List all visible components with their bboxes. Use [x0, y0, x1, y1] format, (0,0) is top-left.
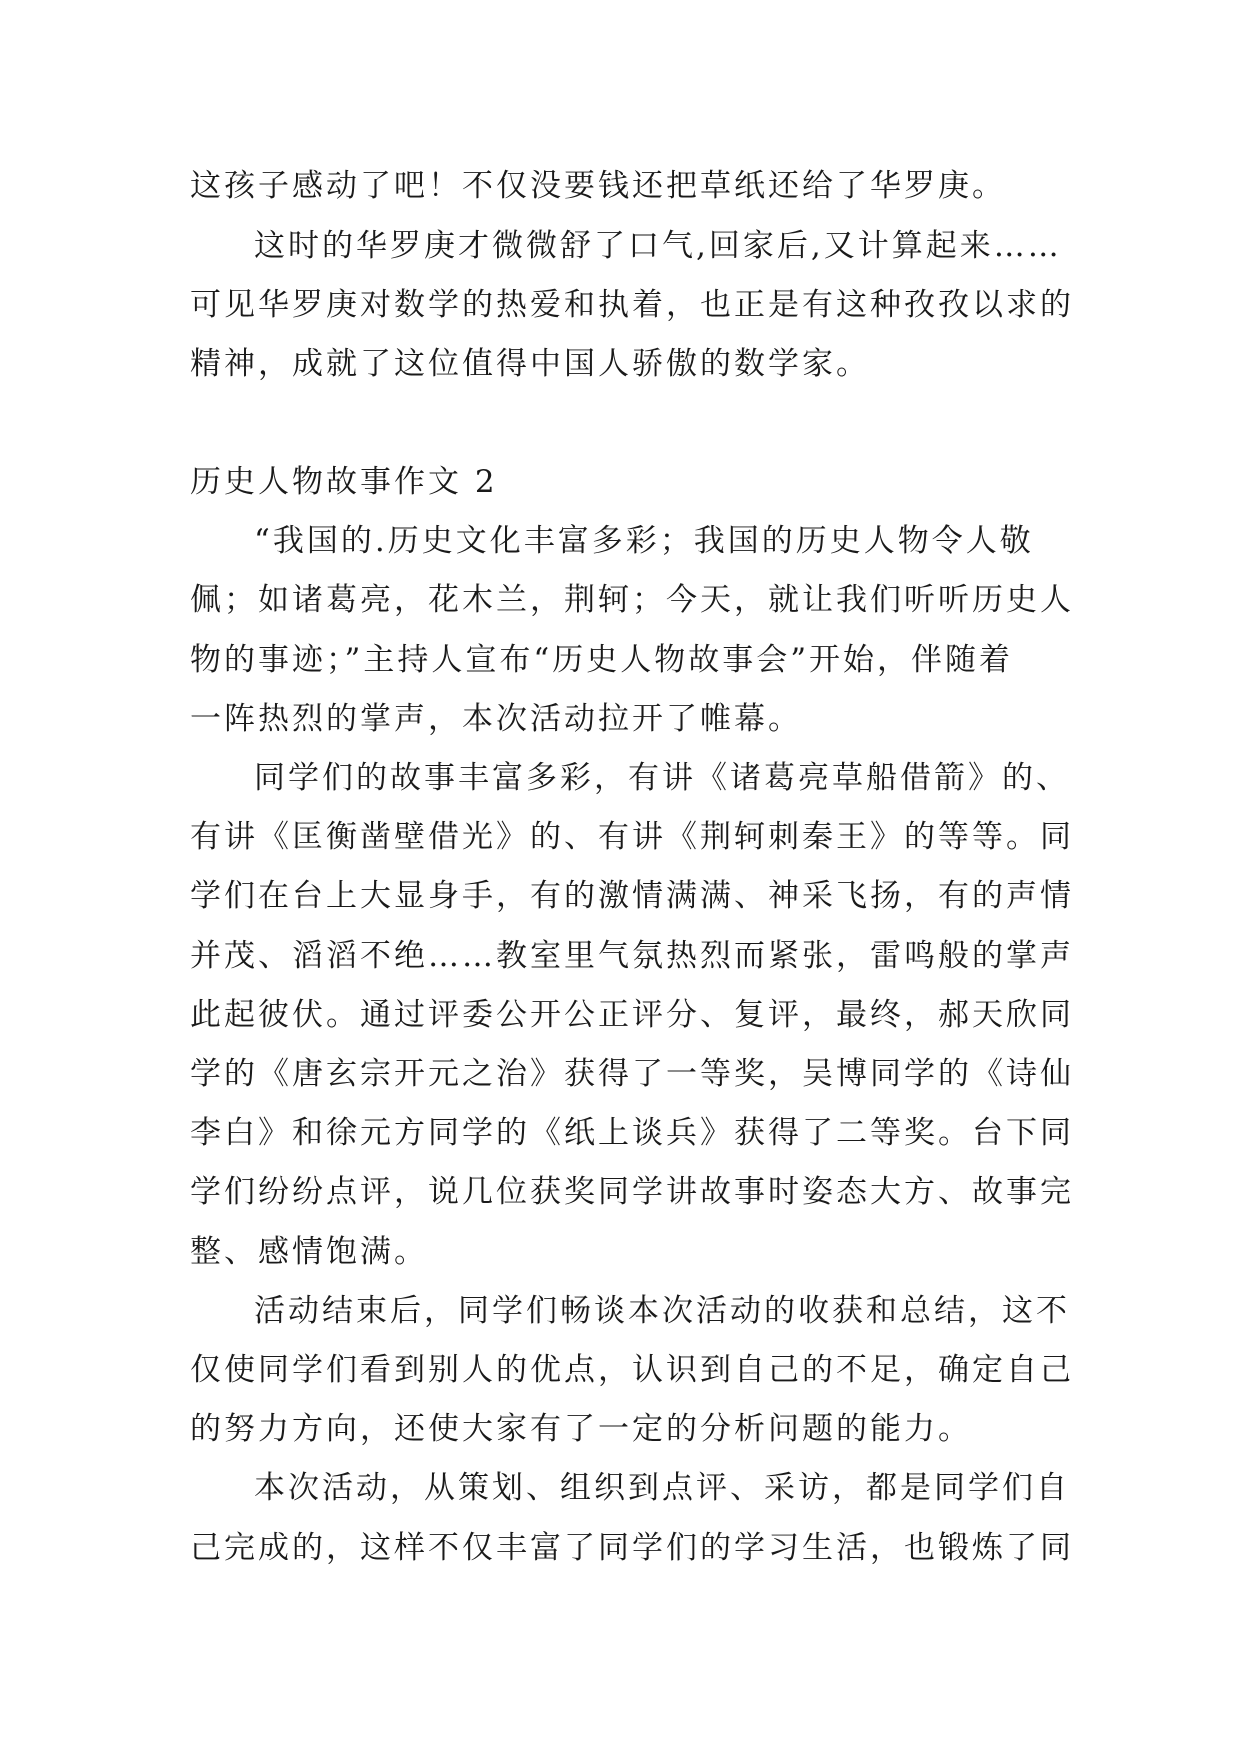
text-line: 整、感情饱满。: [190, 1234, 428, 1270]
text-line: 学们纷纷点评，说几位获奖同学讲故事时姿态大方、故事完: [190, 1174, 1074, 1210]
text-line: 仅使同学们看到别人的优点，认识到自己的不足，确定自己: [190, 1352, 1074, 1388]
text-line: “我国的.历史文化丰富多彩；我国的历史人物令人敬: [254, 523, 1034, 559]
text-line: 这孩子感动了吧！不仅没要钱还把草纸还给了华罗庚。: [190, 168, 1006, 204]
text-line: 李白》和徐元方同学的《纸上谈兵》获得了二等奖。台下同: [190, 1115, 1074, 1151]
text-line: 学们在台上大显身手，有的激情满满、神采飞扬，有的声情: [190, 878, 1074, 914]
text-line: 物的事迹；”主持人宣布“历史人物故事会”开始，伴随着: [190, 642, 1014, 678]
text-line: 一阵热烈的掌声，本次活动拉开了帷幕。: [190, 701, 802, 737]
text-line: 并茂、滔滔不绝……教室里气氛热烈而紧张，雷鸣般的掌声: [190, 938, 1074, 974]
text-line: 学的《唐玄宗开元之治》获得了一等奖，吴博同学的《诗仙: [190, 1056, 1074, 1092]
text-line: 佩；如诸葛亮，花木兰，荆轲；今天，就让我们听听历史人: [190, 582, 1074, 618]
text-line: 同学们的故事丰富多彩，有讲《诸葛亮草船借箭》的、: [254, 760, 1070, 796]
section-heading: 历史人物故事作文 2: [190, 464, 498, 500]
text-line: 这时的华罗庚才微微舒了口气,回家后,又计算起来……: [254, 228, 1062, 264]
text-line: 本次活动，从策划、组织到点评、采访，都是同学们自: [254, 1470, 1070, 1506]
text-line: 的努力方向，还使大家有了一定的分析问题的能力。: [190, 1411, 972, 1447]
text-line: 此起彼伏。通过评委公开公正评分、复评，最终，郝天欣同: [190, 997, 1074, 1033]
text-line: 己完成的，这样不仅丰富了同学们的学习生活，也锻炼了同: [190, 1530, 1074, 1566]
text-line: 活动结束后，同学们畅谈本次活动的收获和总结，这不: [254, 1293, 1070, 1329]
text-line: 精神，成就了这位值得中国人骄傲的数学家。: [190, 346, 870, 382]
text-line: 有讲《匡衡凿壁借光》的、有讲《荆轲刺秦王》的等等。同: [190, 819, 1074, 855]
text-line: 可见华罗庚对数学的热爱和执着，也正是有这种孜孜以求的: [190, 287, 1074, 323]
